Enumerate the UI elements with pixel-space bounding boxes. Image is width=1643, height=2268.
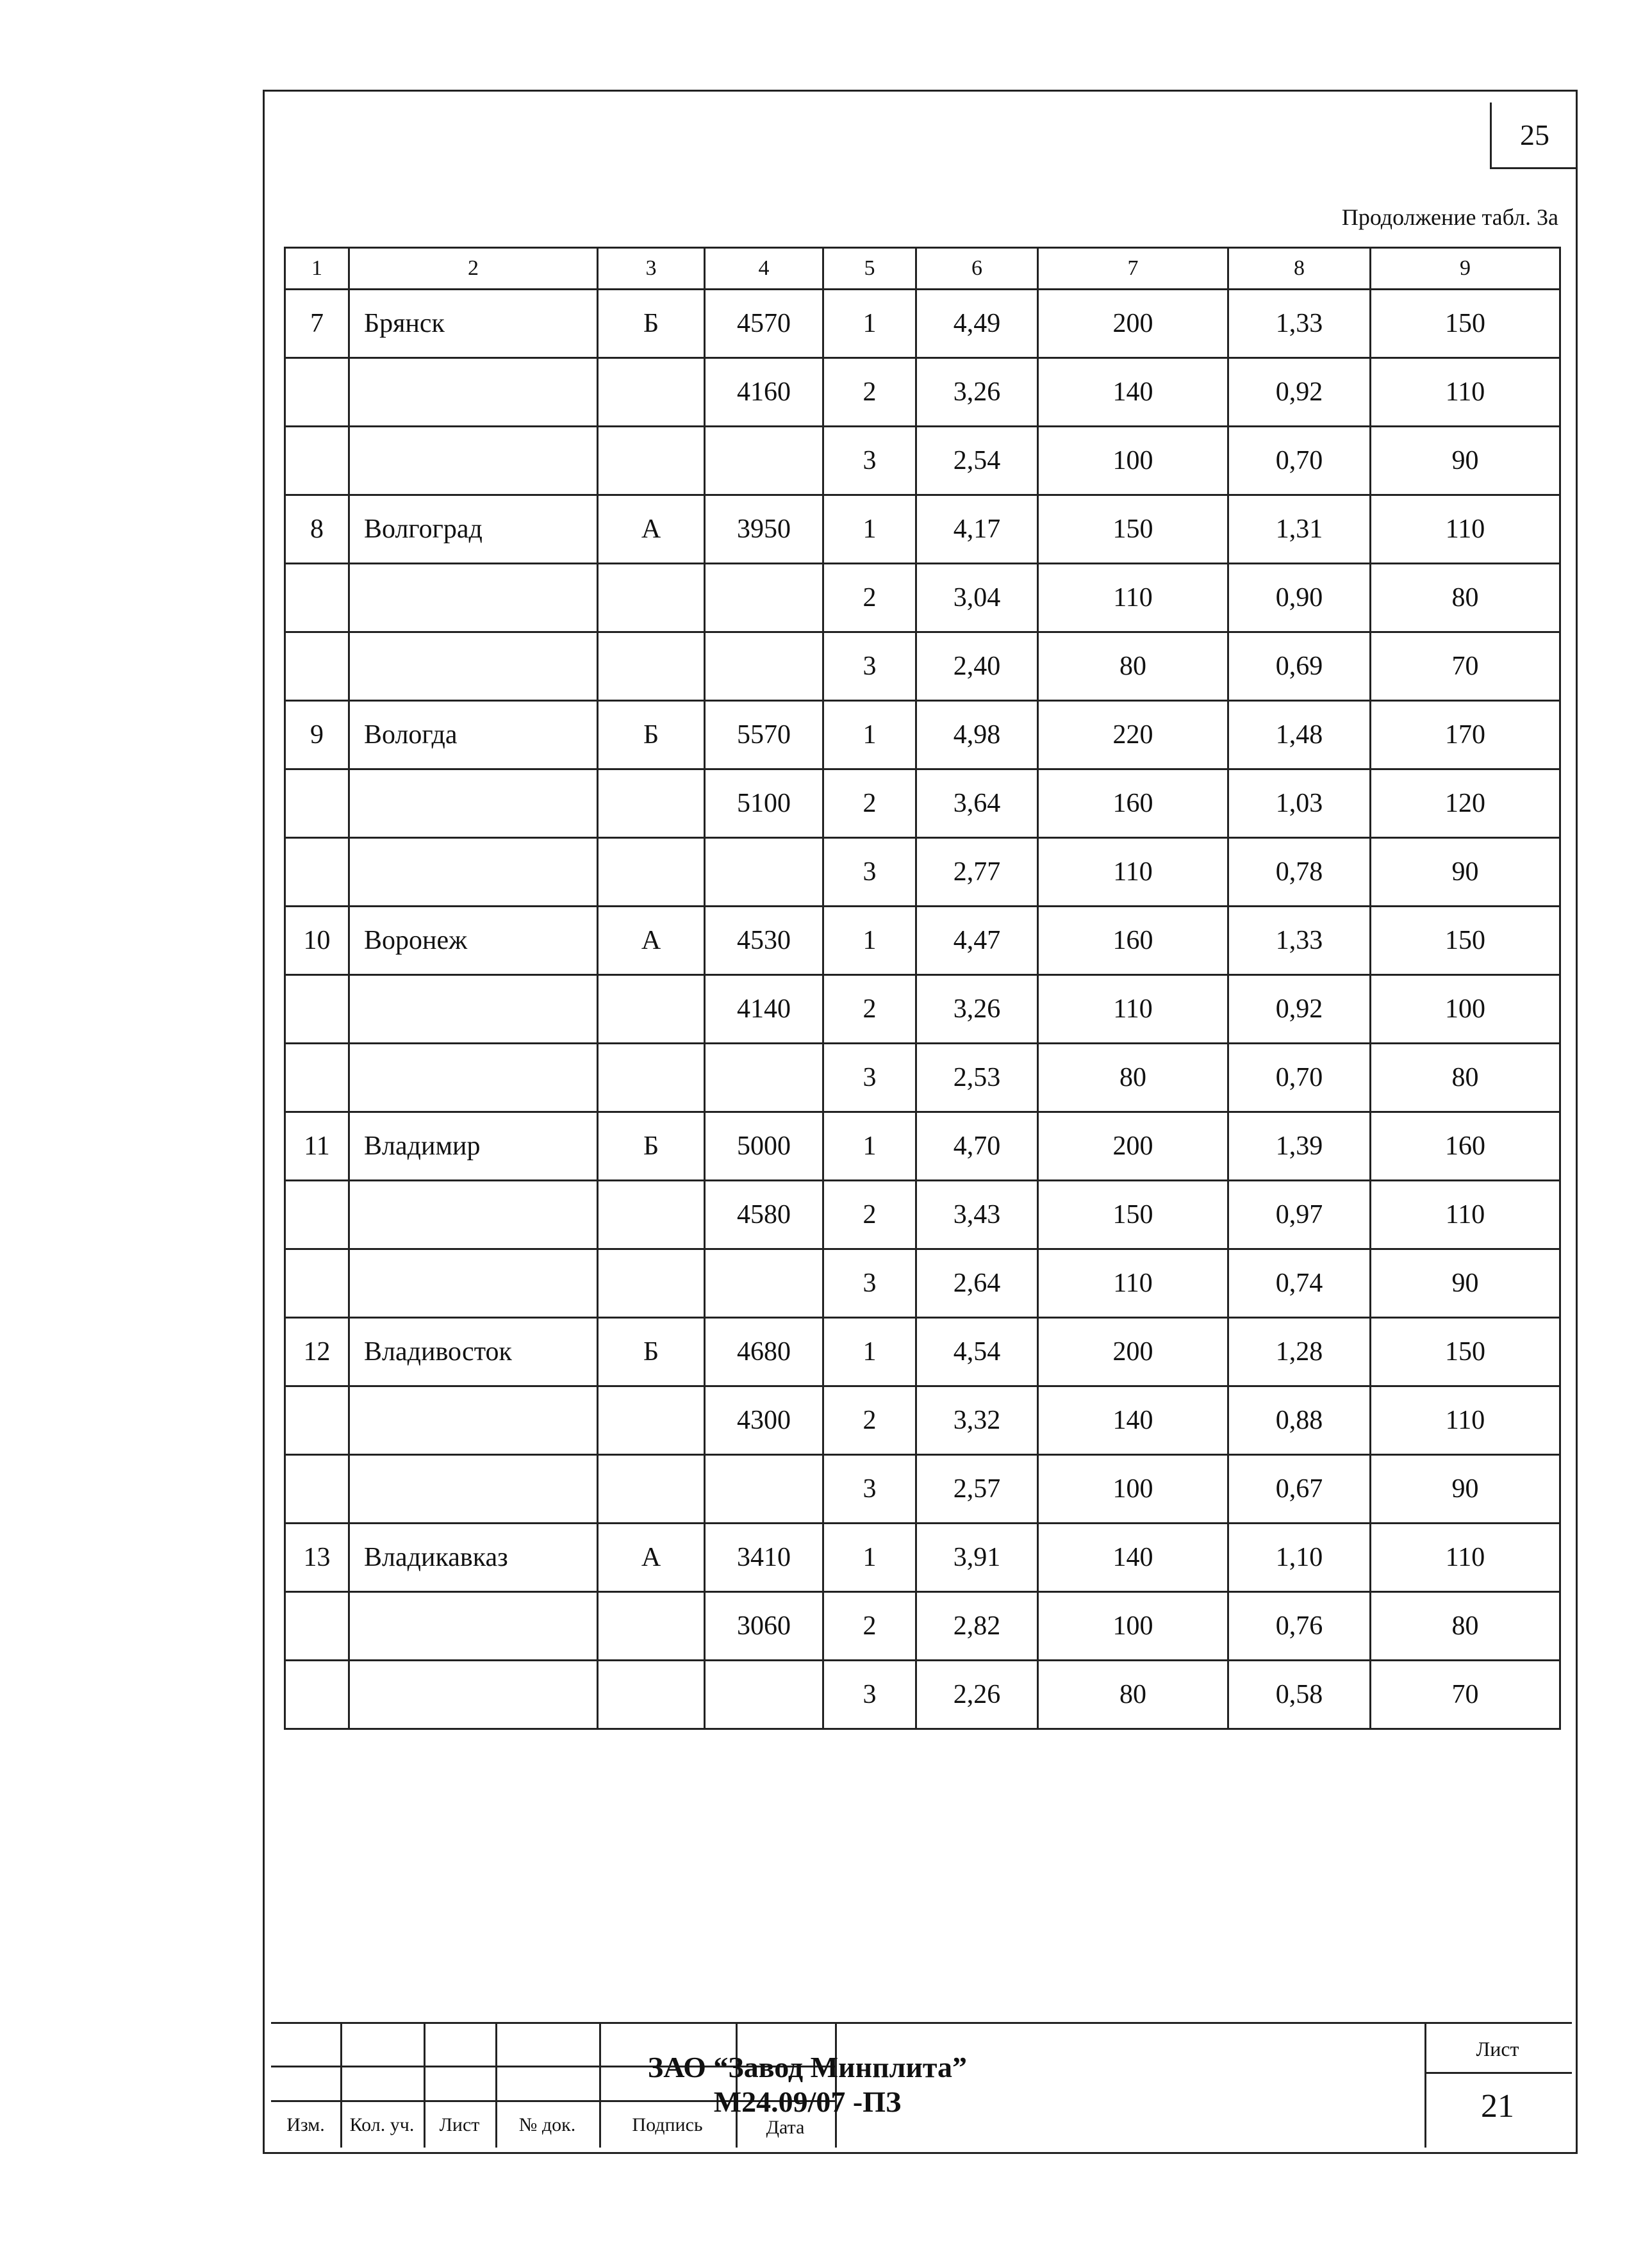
- row-number-cell: [285, 1181, 349, 1249]
- value-col6-cell: 2,53: [916, 1044, 1038, 1112]
- row-number-cell: [285, 838, 349, 907]
- value-col7-cell: 220: [1038, 701, 1228, 769]
- value-col4-cell: 5000: [705, 1112, 823, 1181]
- value-col4-cell: 4580: [705, 1181, 823, 1249]
- value-col7-cell: 110: [1038, 564, 1228, 632]
- value-col4-cell: 4530: [705, 907, 823, 975]
- value-col4-cell: 3410: [705, 1524, 823, 1592]
- header-cell: 1: [285, 248, 349, 290]
- row-number-cell: 10: [285, 907, 349, 975]
- value-col4-cell: 5100: [705, 769, 823, 838]
- header-cell: 4: [705, 248, 823, 290]
- table-row: [285, 495, 1560, 564]
- value-col4-cell: [705, 838, 823, 907]
- row-number-cell: 12: [285, 1318, 349, 1386]
- row-number-cell: [285, 1044, 349, 1112]
- table-row: [285, 1455, 1560, 1524]
- zone-cell: Б: [598, 1318, 705, 1386]
- value-col7-cell: 200: [1038, 1112, 1228, 1181]
- zone-cell: [598, 427, 705, 495]
- table-row: [285, 358, 1560, 427]
- value-col6-cell: 3,64: [916, 769, 1038, 838]
- city-name-cell: [349, 975, 598, 1044]
- zone-cell: [598, 564, 705, 632]
- row-number-cell: [285, 975, 349, 1044]
- value-col4-cell: [705, 1044, 823, 1112]
- value-col9-cell: 90: [1371, 1249, 1560, 1318]
- value-col7-cell: 200: [1038, 1318, 1228, 1386]
- city-name-cell: [349, 1044, 598, 1112]
- city-name-cell: [349, 1455, 598, 1524]
- table-row: [285, 632, 1560, 701]
- variant-cell: 1: [823, 907, 916, 975]
- row-number-cell: 13: [285, 1524, 349, 1592]
- header-cell: 9: [1371, 248, 1560, 290]
- value-col7-cell: 110: [1038, 838, 1228, 907]
- value-col6-cell: 4,17: [916, 495, 1038, 564]
- variant-cell: 1: [823, 1112, 916, 1181]
- label-signature: Подпись: [632, 2114, 703, 2135]
- value-col8-cell: 0,88: [1228, 1386, 1371, 1455]
- table-row: [285, 701, 1560, 769]
- value-col9-cell: 120: [1371, 769, 1560, 838]
- row-number-cell: [285, 632, 349, 701]
- variant-cell: 3: [823, 1044, 916, 1112]
- variant-cell: 3: [823, 1661, 916, 1729]
- zone-cell: [598, 1386, 705, 1455]
- city-name-cell: Владикавказ: [349, 1524, 598, 1592]
- table-row: [285, 1592, 1560, 1661]
- value-col6-cell: 3,32: [916, 1386, 1038, 1455]
- value-col7-cell: 160: [1038, 769, 1228, 838]
- row-number-cell: 7: [285, 290, 349, 358]
- value-col7-cell: 140: [1038, 1524, 1228, 1592]
- value-col7-cell: 200: [1038, 290, 1228, 358]
- value-col8-cell: 0,69: [1228, 632, 1371, 701]
- variant-cell: 2: [823, 1592, 916, 1661]
- variant-cell: 3: [823, 427, 916, 495]
- value-col8-cell: 0,76: [1228, 1592, 1371, 1661]
- value-col8-cell: 1,31: [1228, 495, 1371, 564]
- table-row: [285, 907, 1560, 975]
- label-date: Дата: [766, 2117, 805, 2138]
- value-col4-cell: 4680: [705, 1318, 823, 1386]
- header-cell: 6: [916, 248, 1038, 290]
- value-col4-cell: 4570: [705, 290, 823, 358]
- value-col4-cell: 4300: [705, 1386, 823, 1455]
- zone-cell: А: [598, 495, 705, 564]
- value-col6-cell: 4,49: [916, 290, 1038, 358]
- page-number: 25: [1490, 103, 1578, 169]
- value-col6-cell: 3,26: [916, 358, 1038, 427]
- row-number-cell: [285, 564, 349, 632]
- value-col8-cell: 1,33: [1228, 290, 1371, 358]
- value-col9-cell: 110: [1371, 358, 1560, 427]
- value-col6-cell: 2,82: [916, 1592, 1038, 1661]
- row-number-cell: 9: [285, 701, 349, 769]
- city-name-cell: [349, 1181, 598, 1249]
- value-col8-cell: 0,70: [1228, 1044, 1371, 1112]
- sheet-value: 21: [1481, 2088, 1514, 2124]
- value-col7-cell: 140: [1038, 1386, 1228, 1455]
- value-col4-cell: [705, 1455, 823, 1524]
- zone-cell: [598, 632, 705, 701]
- zone-cell: А: [598, 1524, 705, 1592]
- value-col7-cell: 150: [1038, 495, 1228, 564]
- variant-cell: 2: [823, 1181, 916, 1249]
- value-col9-cell: 150: [1371, 290, 1560, 358]
- label-izm: Изм.: [286, 2114, 325, 2135]
- row-number-cell: [285, 1386, 349, 1455]
- zone-cell: [598, 1661, 705, 1729]
- value-col8-cell: 0,67: [1228, 1455, 1371, 1524]
- table-row: [285, 838, 1560, 907]
- value-col8-cell: 0,74: [1228, 1249, 1371, 1318]
- value-col8-cell: 1,03: [1228, 769, 1371, 838]
- value-col8-cell: 1,10: [1228, 1524, 1371, 1592]
- value-col7-cell: 80: [1038, 632, 1228, 701]
- city-name-cell: Владимир: [349, 1112, 598, 1181]
- value-col7-cell: 110: [1038, 975, 1228, 1044]
- zone-cell: [598, 358, 705, 427]
- value-col9-cell: 70: [1371, 1661, 1560, 1729]
- value-col6-cell: 2,40: [916, 632, 1038, 701]
- variant-cell: 1: [823, 1524, 916, 1592]
- value-col7-cell: 80: [1038, 1044, 1228, 1112]
- table-header-row: [285, 248, 1560, 290]
- value-col4-cell: [705, 427, 823, 495]
- variant-cell: 1: [823, 1318, 916, 1386]
- value-col9-cell: 150: [1371, 1318, 1560, 1386]
- variant-cell: 2: [823, 769, 916, 838]
- value-col9-cell: 70: [1371, 632, 1560, 701]
- city-name-cell: [349, 427, 598, 495]
- value-col6-cell: 4,47: [916, 907, 1038, 975]
- value-col4-cell: [705, 1661, 823, 1729]
- table-row: [285, 427, 1560, 495]
- row-number-cell: 8: [285, 495, 349, 564]
- value-col8-cell: 0,90: [1228, 564, 1371, 632]
- value-col9-cell: 80: [1371, 1592, 1560, 1661]
- variant-cell: 2: [823, 358, 916, 427]
- table-row: [285, 1661, 1560, 1729]
- label-list: Лист: [439, 2114, 480, 2135]
- row-number-cell: [285, 427, 349, 495]
- value-col6-cell: 2,57: [916, 1455, 1038, 1524]
- table-row: [285, 1524, 1560, 1592]
- variant-cell: 1: [823, 495, 916, 564]
- variant-cell: 1: [823, 701, 916, 769]
- value-col6-cell: 3,43: [916, 1181, 1038, 1249]
- city-name-cell: [349, 769, 598, 838]
- variant-cell: 3: [823, 1455, 916, 1524]
- label-kol-uch: Кол. уч.: [349, 2114, 415, 2135]
- table-row: [285, 975, 1560, 1044]
- data-table: [284, 247, 1561, 1730]
- city-name-cell: [349, 1661, 598, 1729]
- zone-cell: [598, 1181, 705, 1249]
- value-col9-cell: 110: [1371, 1524, 1560, 1592]
- value-col6-cell: 4,70: [916, 1112, 1038, 1181]
- value-col7-cell: 140: [1038, 358, 1228, 427]
- value-col6-cell: 3,26: [916, 975, 1038, 1044]
- value-col8-cell: 0,78: [1228, 838, 1371, 907]
- value-col6-cell: 2,77: [916, 838, 1038, 907]
- row-number-cell: [285, 1249, 349, 1318]
- zone-cell: Б: [598, 1112, 705, 1181]
- value-col8-cell: 1,39: [1228, 1112, 1371, 1181]
- city-name-cell: Вологда: [349, 701, 598, 769]
- value-col7-cell: 160: [1038, 907, 1228, 975]
- city-name-cell: Волгоград: [349, 495, 598, 564]
- value-col8-cell: 0,70: [1228, 427, 1371, 495]
- variant-cell: 1: [823, 290, 916, 358]
- zone-cell: А: [598, 907, 705, 975]
- value-col6-cell: 4,54: [916, 1318, 1038, 1386]
- variant-cell: 2: [823, 564, 916, 632]
- value-col4-cell: 3060: [705, 1592, 823, 1661]
- value-col6-cell: 2,26: [916, 1661, 1038, 1729]
- header-cell: 3: [598, 248, 705, 290]
- value-col9-cell: 90: [1371, 1455, 1560, 1524]
- city-name-cell: Брянск: [349, 290, 598, 358]
- zone-cell: [598, 1592, 705, 1661]
- city-name-cell: [349, 1592, 598, 1661]
- row-number-cell: [285, 1592, 349, 1661]
- variant-cell: 2: [823, 1386, 916, 1455]
- zone-cell: Б: [598, 290, 705, 358]
- value-col4-cell: [705, 564, 823, 632]
- value-col4-cell: 3950: [705, 495, 823, 564]
- value-col8-cell: 0,92: [1228, 358, 1371, 427]
- table-row: [285, 769, 1560, 838]
- value-col8-cell: 0,92: [1228, 975, 1371, 1044]
- label-doc-no: № док.: [518, 2114, 576, 2135]
- value-col9-cell: 150: [1371, 907, 1560, 975]
- row-number-cell: 11: [285, 1112, 349, 1181]
- table-row: [285, 1112, 1560, 1181]
- city-name-cell: [349, 1249, 598, 1318]
- value-col7-cell: 110: [1038, 1249, 1228, 1318]
- value-col9-cell: 100: [1371, 975, 1560, 1044]
- variant-cell: 3: [823, 632, 916, 701]
- continuation-caption: Продолжение табл. 3а: [1341, 204, 1558, 230]
- value-col9-cell: 80: [1371, 564, 1560, 632]
- table-row: [285, 1249, 1560, 1318]
- city-name-cell: Воронеж: [349, 907, 598, 975]
- value-col4-cell: [705, 632, 823, 701]
- header-cell: 8: [1228, 248, 1371, 290]
- zone-cell: [598, 769, 705, 838]
- row-number-cell: [285, 1661, 349, 1729]
- value-col9-cell: 110: [1371, 495, 1560, 564]
- header-cell: 5: [823, 248, 916, 290]
- sheet-label: Лист: [1476, 2037, 1519, 2060]
- value-col6-cell: 4,98: [916, 701, 1038, 769]
- value-col9-cell: 90: [1371, 427, 1560, 495]
- zone-cell: [598, 1044, 705, 1112]
- value-col4-cell: [705, 1249, 823, 1318]
- value-col8-cell: 1,33: [1228, 907, 1371, 975]
- value-col7-cell: 100: [1038, 427, 1228, 495]
- value-col9-cell: 90: [1371, 838, 1560, 907]
- value-col8-cell: 0,58: [1228, 1661, 1371, 1729]
- city-name-cell: [349, 564, 598, 632]
- value-col7-cell: 80: [1038, 1661, 1228, 1729]
- row-number-cell: [285, 1455, 349, 1524]
- company-block: [564, 2050, 1051, 2119]
- document-code: М24.09/07 -ПЗ: [713, 2085, 902, 2118]
- value-col8-cell: 1,28: [1228, 1318, 1371, 1386]
- value-col7-cell: 100: [1038, 1455, 1228, 1524]
- city-name-cell: [349, 632, 598, 701]
- table-row: [285, 1044, 1560, 1112]
- value-col8-cell: 1,48: [1228, 701, 1371, 769]
- city-name-cell: Владивосток: [349, 1318, 598, 1386]
- row-number-cell: [285, 358, 349, 427]
- table-row: [285, 1386, 1560, 1455]
- zone-cell: [598, 975, 705, 1044]
- value-col8-cell: 0,97: [1228, 1181, 1371, 1249]
- row-number-cell: [285, 769, 349, 838]
- variant-cell: 3: [823, 1249, 916, 1318]
- value-col6-cell: 3,04: [916, 564, 1038, 632]
- table-row: [285, 290, 1560, 358]
- zone-cell: [598, 1455, 705, 1524]
- value-col9-cell: 170: [1371, 701, 1560, 769]
- value-col9-cell: 160: [1371, 1112, 1560, 1181]
- value-col6-cell: 2,54: [916, 427, 1038, 495]
- variant-cell: 3: [823, 838, 916, 907]
- table-row: [285, 564, 1560, 632]
- value-col7-cell: 150: [1038, 1181, 1228, 1249]
- value-col7-cell: 100: [1038, 1592, 1228, 1661]
- value-col4-cell: 5570: [705, 701, 823, 769]
- value-col9-cell: 110: [1371, 1386, 1560, 1455]
- value-col9-cell: 110: [1371, 1181, 1560, 1249]
- value-col6-cell: 2,64: [916, 1249, 1038, 1318]
- city-name-cell: [349, 838, 598, 907]
- zone-cell: Б: [598, 701, 705, 769]
- value-col4-cell: 4140: [705, 975, 823, 1044]
- header-cell: 7: [1038, 248, 1228, 290]
- company-name: ЗАО “Завод Минплита”: [647, 2051, 968, 2083]
- value-col9-cell: 80: [1371, 1044, 1560, 1112]
- table-row: [285, 1181, 1560, 1249]
- variant-cell: 2: [823, 975, 916, 1044]
- table-row: [285, 1318, 1560, 1386]
- city-name-cell: [349, 1386, 598, 1455]
- zone-cell: [598, 1249, 705, 1318]
- header-cell: 2: [349, 248, 598, 290]
- value-col4-cell: 4160: [705, 358, 823, 427]
- value-col6-cell: 3,91: [916, 1524, 1038, 1592]
- city-name-cell: [349, 358, 598, 427]
- zone-cell: [598, 838, 705, 907]
